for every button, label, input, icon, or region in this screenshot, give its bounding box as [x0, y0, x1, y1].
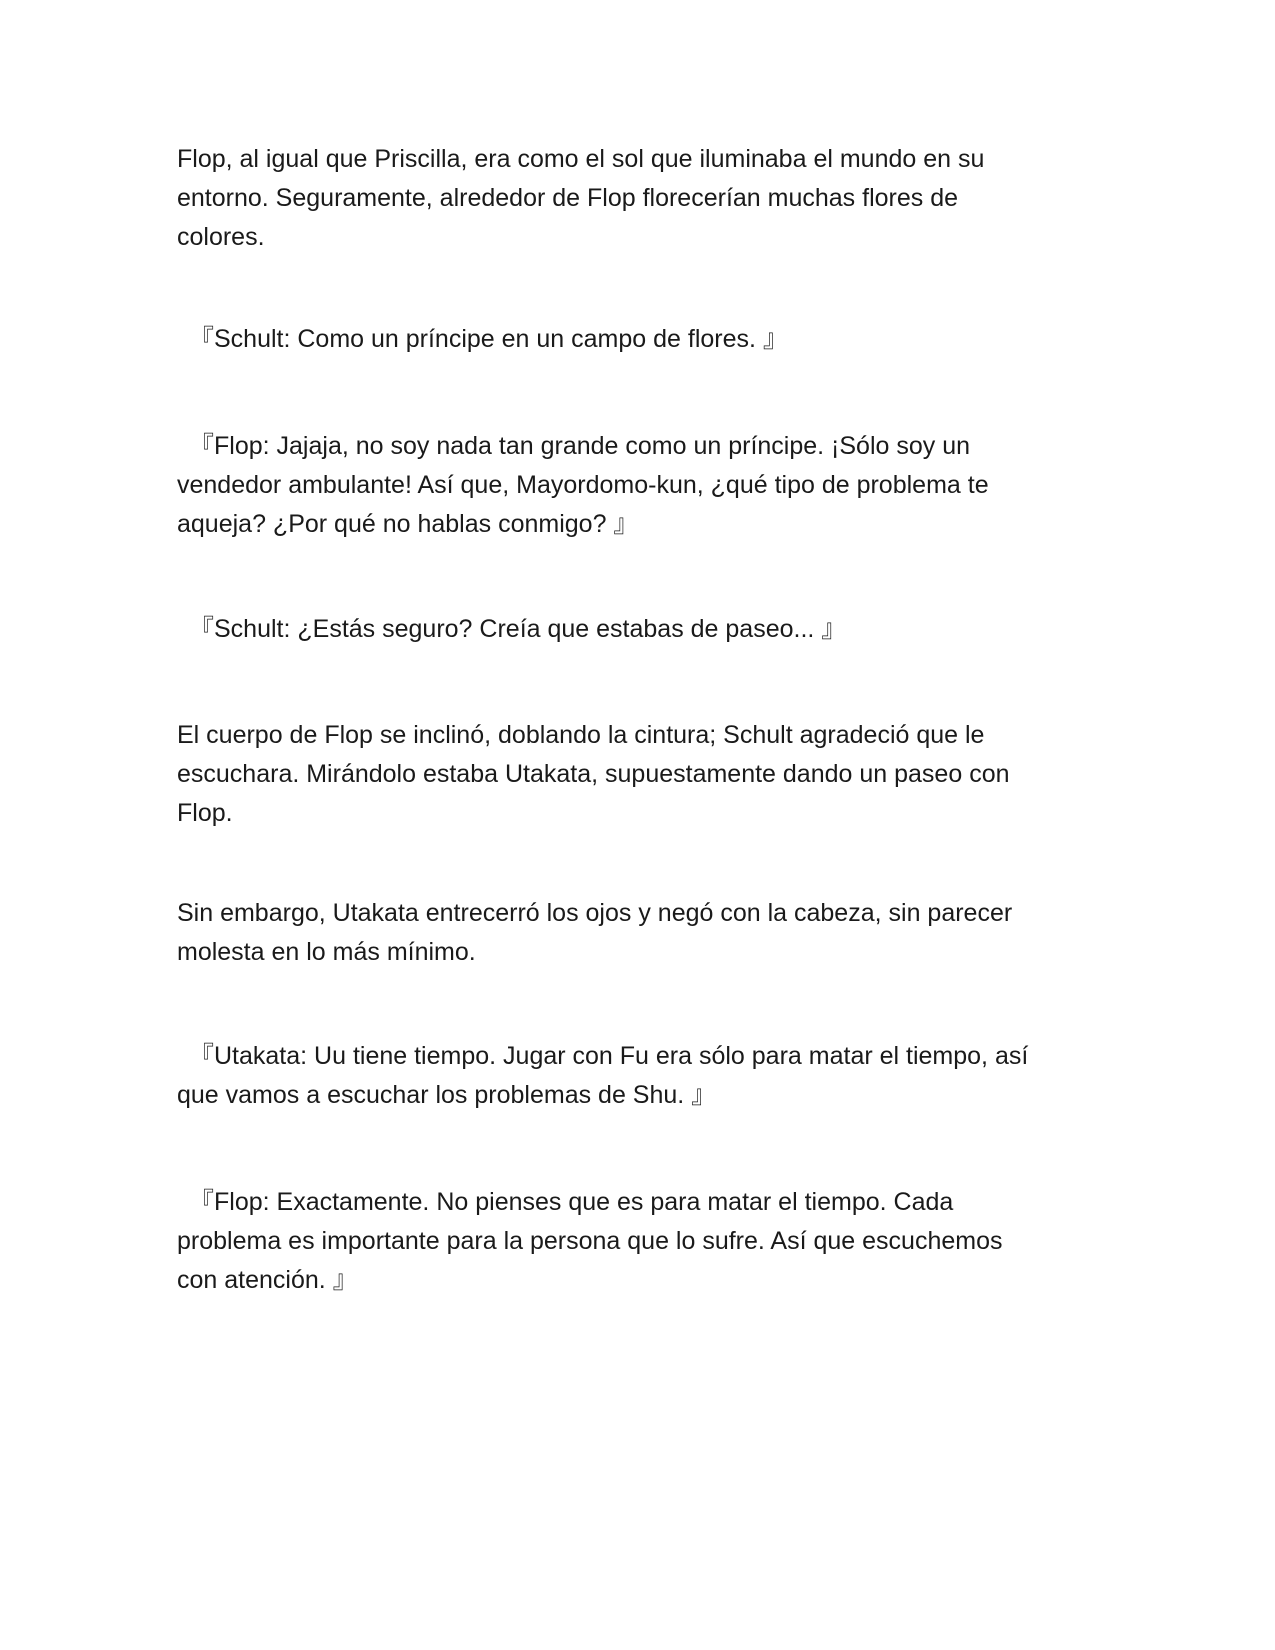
dialogue-paragraph: 『Flop: Jajaja, no soy nada tan grande como un príncipe. ¡Sólo soy un vendedor ambulante! Así que, Mayordomo-kun, ¿qué tipo de problema te aqueja? ¿Por qué no hablas conmigo? 』: [177, 432, 989, 538]
dialogue-paragraph: 『Flop: Exactamente. No pienses que es para matar el tiempo. Cada problema es importante para la persona que lo sufre. Así que escuchemos con atención. 』: [177, 1188, 1003, 1294]
dialogue-paragraph: 『Schult: Como un príncipe en un campo de flores. 』: [189, 325, 788, 353]
narration-paragraph: Sin embargo, Utakata entrecerró los ojos y negó con la cabeza, sin parecer molesta en lo más mínimo.: [177, 899, 1013, 966]
narration-paragraph: Flop, al igual que Priscilla, era como el sol que iluminaba el mundo en su entorno. Seguramente, alrededor de Flop florecerían muchas flores de colores.: [177, 145, 985, 251]
dialogue-paragraph: 『Utakata: Uu tiene tiempo. Jugar con Fu era sólo para matar el tiempo, así que vamos a escuchar los problemas de Shu. 』: [177, 1042, 1029, 1109]
dialogue-paragraph: 『Schult: ¿Estás seguro? Creía que estabas de paseo... 』: [189, 615, 847, 643]
narration-paragraph: El cuerpo de Flop se inclinó, doblando la cintura; Schult agradeció que le escuchara. Mirándolo estaba Utakata, supuestamente dando un paseo con Flop.: [177, 721, 1010, 827]
